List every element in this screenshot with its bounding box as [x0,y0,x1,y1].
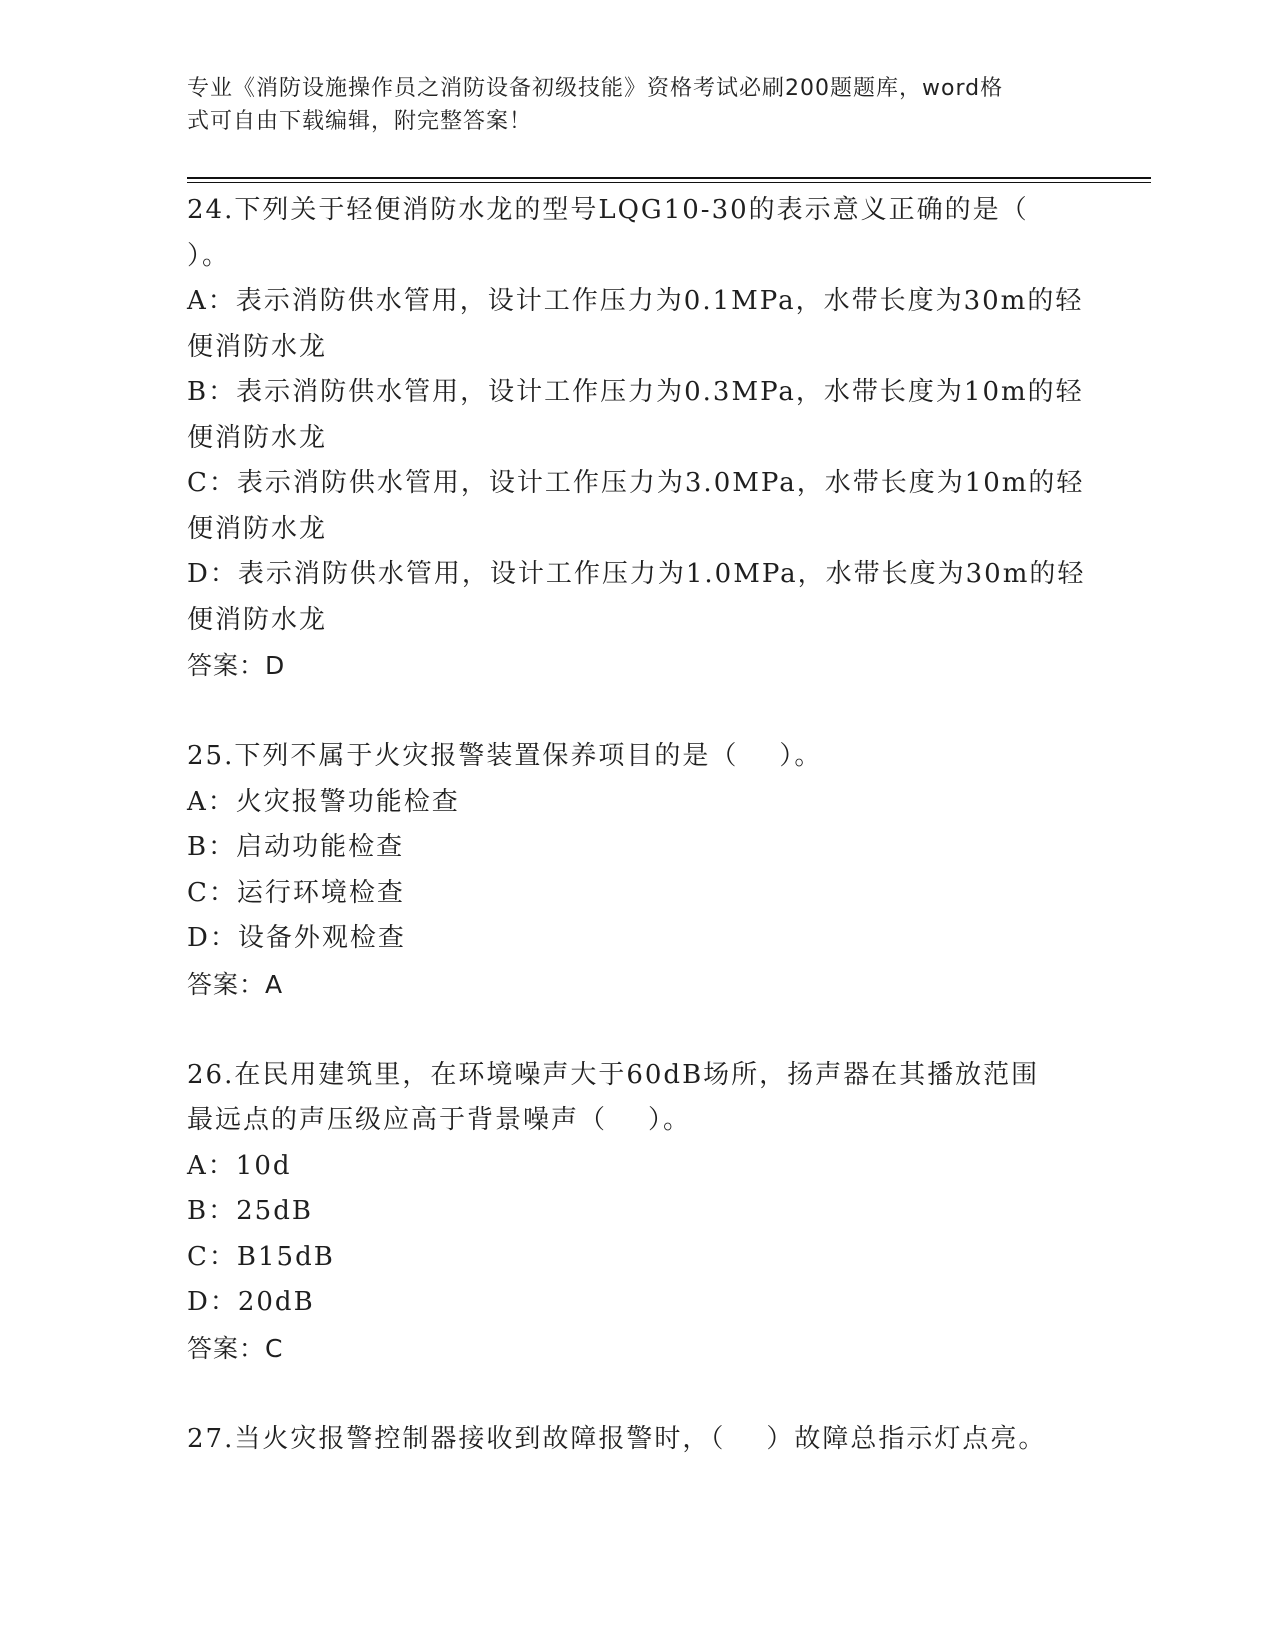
option-d-line: D：设备外观检查 [187,923,406,953]
question-25 [187,734,1087,1008]
question-list [187,188,1087,1462]
question-stem-line: 26.在民用建筑里，在环境噪声大于60dB场所，扬声器在其播放范围 [187,1059,1040,1090]
option-c-line: C：B15dB [187,1241,335,1272]
question-stem-line: 24.下列关于轻便消防水龙的型号LQG10-30的表示意义正确的是（ [187,195,1029,225]
option-b-line: B：启动功能检查 [187,832,405,862]
option-a-line: A：10d [187,1150,292,1181]
option-d-line: 便消防水龙 [187,604,328,635]
question-stem-line: 25.下列不属于火灾报警装置保养项目的是（ ）。 [187,741,823,771]
option-a-line: A：表示消防供水管用，设计工作压力为0.1MPa，水带长度为30m的轻 [187,286,1084,316]
header-line-2: 式可自由下载编辑，附完整答案！ [187,109,533,134]
question-spacer [187,1008,1087,1053]
option-b-line: B：25dB [187,1196,313,1226]
option-c-line: 便消防水龙 [187,513,328,544]
header-rule-thick [187,177,1151,179]
question-26 [187,1053,1087,1372]
option-a-line: 便消防水龙 [187,331,328,362]
question-spacer [187,689,1087,734]
option-d-line: D：20dB [187,1287,315,1317]
answer-label: 答案：A [187,969,284,999]
question-spacer [187,1372,1087,1417]
option-c-line: C：表示消防供水管用，设计工作压力为3.0MPa，水带长度为10m的轻 [187,468,1085,498]
question-stem-line: 27.当火灾报警控制器接收到故障报警时，（ ）故障总指示灯点亮。 [187,1423,1047,1454]
question-stem-line: ）。 [187,240,231,271]
question-stem-line: 最远点的声压级应高于背景噪声（ ）。 [187,1105,692,1135]
header-rule-thin [187,182,1151,183]
answer-label: 答案：C [187,1333,284,1363]
question-24 [187,188,1087,689]
question-27 [187,1417,1087,1463]
header-line-1: 专业《消防设施操作员之消防设备初级技能》资格考试必刷200题题库，word格 [187,76,1004,101]
option-d-line: D：表示消防供水管用，设计工作压力为1.0MPa，水带长度为30m的轻 [187,559,1086,589]
option-c-line: C：运行环境检查 [187,877,405,908]
option-a-line: A：火灾报警功能检查 [187,786,460,817]
document-header [187,72,1067,138]
option-b-line: 便消防水龙 [187,422,328,453]
answer-label: 答案：D [187,651,286,680]
option-b-line: B：表示消防供水管用，设计工作压力为0.3MPa，水带长度为10m的轻 [187,377,1084,407]
